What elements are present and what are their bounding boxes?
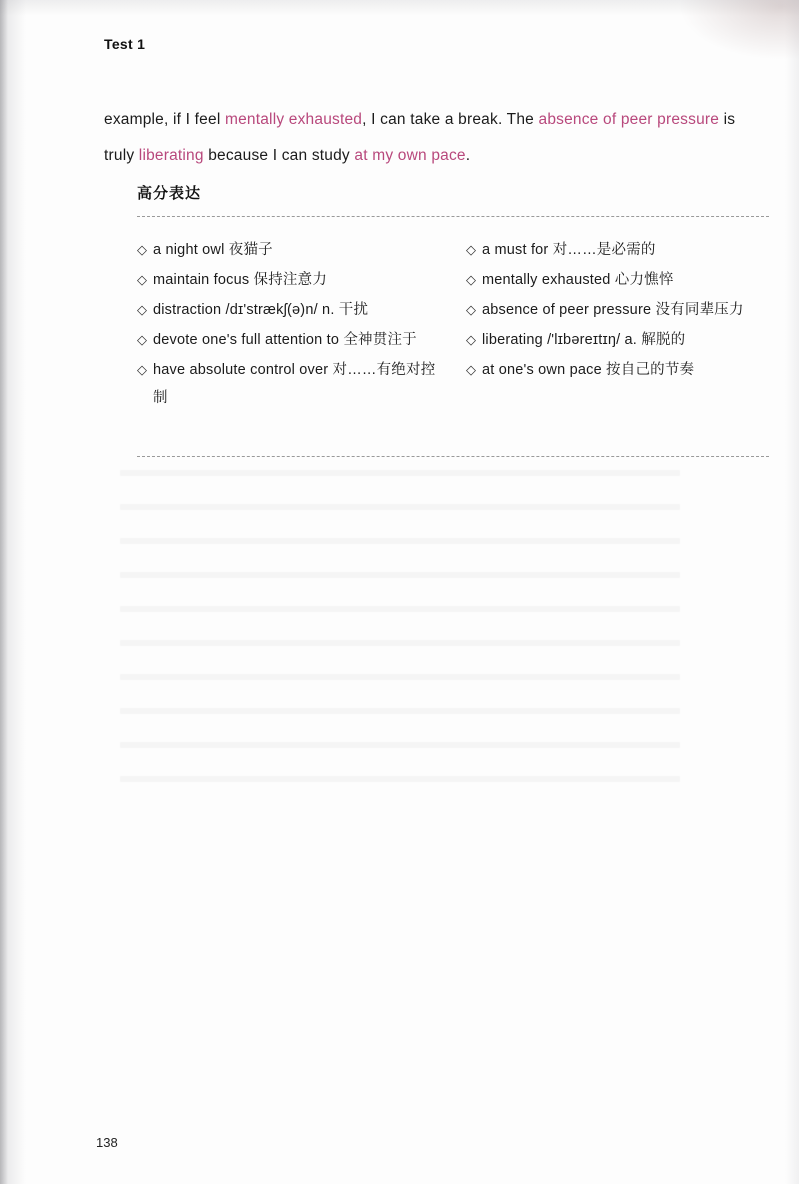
vocabulary-column-left	[137, 236, 448, 414]
vocabulary-entry	[466, 266, 777, 294]
vocabulary-entry-text: have absolute control over 对……有绝对控制	[153, 362, 436, 406]
section-rule-top	[137, 216, 769, 217]
paragraph-text: because I can study	[203, 147, 355, 164]
section-rule-bottom	[137, 456, 769, 457]
body-paragraph	[104, 102, 769, 174]
vocabulary-entry-text: distraction /dɪ'strækʃ(ə)n/ n. 干扰	[153, 302, 369, 318]
diamond-bullet-icon: ◇	[137, 302, 147, 317]
page-header: Test 1	[104, 36, 146, 52]
page-number: 138	[96, 1135, 118, 1150]
vocabulary-entry	[137, 326, 448, 354]
vocabulary-entry	[137, 296, 448, 324]
vocabulary-entry-text: a must for 对……是必需的	[482, 242, 656, 258]
diamond-bullet-icon: ◇	[466, 332, 476, 347]
vocabulary-entry-text: maintain focus 保持注意力	[153, 272, 328, 288]
diamond-bullet-icon: ◇	[466, 242, 476, 257]
diamond-bullet-icon: ◇	[466, 272, 476, 287]
diamond-bullet-icon: ◇	[137, 272, 147, 287]
diamond-bullet-icon: ◇	[137, 332, 147, 347]
highlighted-phrase: at my own pace	[354, 147, 466, 164]
vocabulary-entry	[466, 326, 777, 354]
vocabulary-entry-text: devote one's full attention to 全神贯注于	[153, 332, 417, 348]
vocabulary-entry-text: liberating /'lɪbəreɪtɪŋ/ a. 解脱的	[482, 332, 686, 348]
highlighted-phrase: mentally exhausted	[224, 111, 363, 128]
vocabulary-entry-text: a night owl 夜猫子	[153, 242, 273, 258]
section-title: 高分表达	[137, 185, 202, 202]
paragraph-text: is truly	[104, 111, 736, 164]
vocabulary-entry	[466, 356, 777, 384]
vocabulary-entry	[137, 356, 448, 412]
vocabulary-entry	[466, 236, 777, 264]
vocabulary-entry	[137, 236, 448, 264]
vocabulary-entry-text: mentally exhausted 心力憔悴	[482, 272, 674, 288]
diamond-bullet-icon: ◇	[466, 362, 476, 377]
diamond-bullet-icon: ◇	[137, 242, 147, 257]
vocabulary-entry	[137, 266, 448, 294]
highlighted-phrase: absence of peer pressure	[538, 111, 720, 128]
paragraph-text: example, if I feel	[104, 111, 225, 128]
vocabulary-entry-text: at one's own pace 按自己的节奏	[482, 362, 695, 378]
paragraph-text: .	[465, 147, 471, 164]
paragraph-text: , I can take a break. The	[362, 111, 539, 128]
scan-smudge	[679, 0, 799, 60]
highlighted-phrase: liberating	[138, 147, 204, 164]
vocabulary-column-right	[466, 236, 777, 414]
vocabulary-entry-text: absence of peer pressure 没有同辈压力	[482, 302, 744, 318]
vocabulary-columns	[137, 236, 777, 414]
diamond-bullet-icon: ◇	[466, 302, 476, 317]
diamond-bullet-icon: ◇	[137, 362, 147, 377]
vocabulary-entry	[466, 296, 777, 324]
show-through-text	[120, 470, 680, 790]
